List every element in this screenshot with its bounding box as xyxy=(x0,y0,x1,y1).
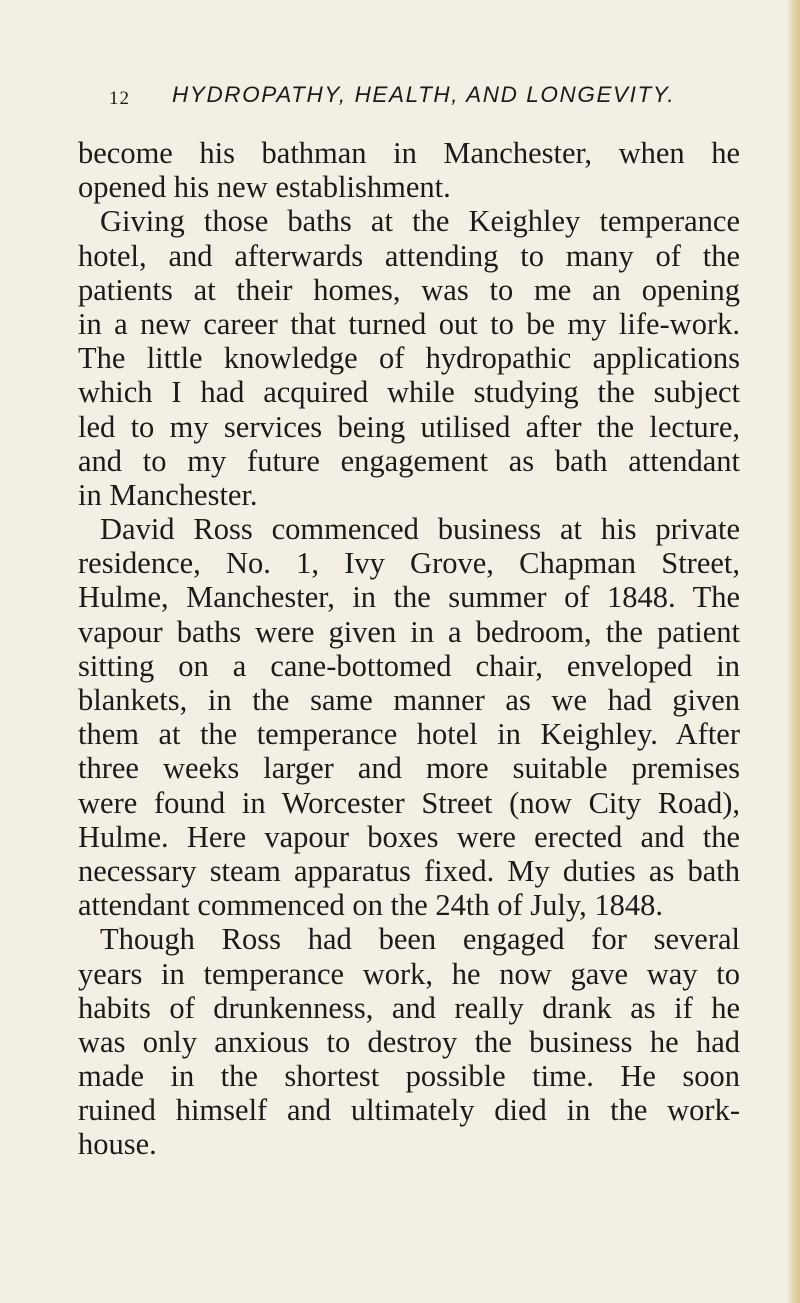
text-line: sitting on a cane-bottomed chair, enveloped in xyxy=(78,648,740,683)
text-line: residence, No. 1, Ivy Grove, Chapman Street, xyxy=(78,546,740,581)
paragraph xyxy=(78,136,740,204)
paragraph xyxy=(78,204,740,512)
text-line: The little knowledge of hydropathic applications xyxy=(78,341,740,376)
text-line: led to my services being utilised after the lecture, xyxy=(78,409,740,444)
text-line: hotel, and afterwards attending to many of the xyxy=(78,238,740,273)
page-edge xyxy=(786,0,800,1303)
text-line: were found in Worcester Street (now City Road), xyxy=(78,785,740,820)
text-line: patients at their homes, was to me an opening xyxy=(78,272,740,307)
running-head xyxy=(0,82,800,116)
text-line: in Manchester. xyxy=(78,477,258,512)
text-line: which I had acquired while studying the subject xyxy=(78,375,740,410)
text-line: habits of drunkenness, and really drank as if he xyxy=(78,990,740,1025)
text-line: made in the shortest possible time. He soon xyxy=(78,1059,740,1094)
text-line: them at the temperance hotel in Keighley. After xyxy=(78,717,740,752)
text-line: house. xyxy=(78,1127,157,1162)
text-line: blankets, in the same manner as we had given xyxy=(78,683,740,717)
text-line: and to my future engagement as bath attendant xyxy=(78,443,740,478)
text-line: necessary steam apparatus fixed. My duties as bath xyxy=(78,853,740,888)
text-line: in a new career that turned out to be my life-work. xyxy=(78,306,740,341)
text-line: opened his new establishment. xyxy=(78,170,451,205)
paragraph xyxy=(78,512,740,922)
text-line: become his bathman in Manchester, when he xyxy=(78,136,740,170)
body-text xyxy=(78,136,740,1162)
text-line: vapour baths were given in a bedroom, the patient xyxy=(78,614,740,649)
text-line: ruined himself and ultimately died in the work- xyxy=(78,1093,740,1128)
text-line: Hulme. Here vapour boxes were erected and the xyxy=(78,819,740,854)
text-line: three weeks larger and more suitable premises xyxy=(78,751,740,786)
text-line: was only anxious to destroy the business he had xyxy=(78,1024,740,1059)
text-line: attendant commenced on the 24th of July, 1848. xyxy=(78,888,664,923)
paragraph xyxy=(78,922,740,1161)
text-line: Giving those baths at the Keighley temperance xyxy=(100,204,740,239)
text-line: Hulme, Manchester, in the summer of 1848. The xyxy=(78,580,740,615)
text-line: years in temperance work, he now gave way to xyxy=(78,956,740,991)
running-title: HYDROPATHY, HEALTH, AND LONGEVITY. xyxy=(172,82,676,107)
text-line: David Ross commenced business at his private xyxy=(100,512,740,547)
text-line: Though Ross had been engaged for several xyxy=(100,922,740,957)
page-number: 12 xyxy=(109,88,130,109)
